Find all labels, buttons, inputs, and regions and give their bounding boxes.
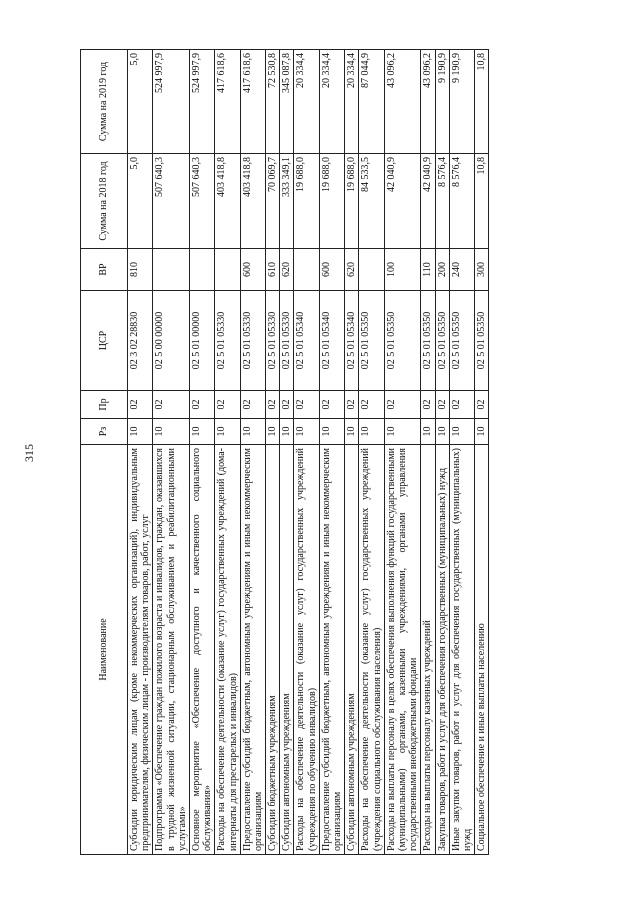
table-header-row xyxy=(81,50,128,855)
header-vr: ВР xyxy=(81,249,128,291)
table-row xyxy=(449,50,474,855)
cell-csr: 02 5 01 05330 xyxy=(240,291,265,391)
table-row xyxy=(153,50,190,855)
cell-sum-2019: 417 618,6 xyxy=(240,50,265,154)
cell-csr: 02 5 01 05350 xyxy=(359,291,384,391)
cell-rz: 10 xyxy=(189,419,214,445)
cell-rz: 10 xyxy=(475,419,489,445)
cell-csr: 02 5 01 05350 xyxy=(435,291,449,391)
cell-sum-2018: 84 533,5 xyxy=(359,154,384,249)
cell-sum-2018: 333 349,1 xyxy=(280,154,294,249)
cell-csr: 02 5 01 05350 xyxy=(384,291,421,391)
cell-sum-2018: 19 688,0 xyxy=(319,154,344,249)
cell-sum-2018: 19 688,0 xyxy=(345,154,359,249)
table-row xyxy=(189,50,214,855)
cell-rz: 10 xyxy=(359,419,384,445)
table-row xyxy=(266,50,280,855)
cell-pr: 02 xyxy=(384,391,421,419)
cell-name: Субсидии автономным учреждениям xyxy=(280,445,294,855)
cell-sum-2019: 524 997,9 xyxy=(189,50,214,154)
cell-csr: 02 5 01 05340 xyxy=(345,291,359,391)
cell-rz: 10 xyxy=(240,419,265,445)
cell-name: Предоставление субсидий бюджетным, автономным учреждениям и иным некоммерческим организациям xyxy=(240,445,265,855)
cell-sum-2018: 42 040,9 xyxy=(421,154,435,249)
cell-csr: 02 5 01 05340 xyxy=(319,291,344,391)
cell-vr xyxy=(294,249,319,291)
cell-name: Расходы на выплаты персоналу в целях обеспечения выполнения функций государственными (муниципальными) органами, казенными учреждениями, органами управления государственными внебюджетными фондами xyxy=(384,445,421,855)
header-csr: ЦСР xyxy=(81,291,128,391)
cell-csr: 02 5 01 00000 xyxy=(189,291,214,391)
cell-csr: 02 3 02 28830 xyxy=(128,291,153,391)
budget-table xyxy=(80,49,489,855)
table-row xyxy=(384,50,421,855)
cell-rz: 10 xyxy=(319,419,344,445)
cell-sum-2019: 9 190,9 xyxy=(435,50,449,154)
cell-sum-2018: 8 576,4 xyxy=(435,154,449,249)
cell-vr: 100 xyxy=(384,249,421,291)
cell-name: Иные закупки товаров, работ и услуг для обеспечения государственных (муниципальных) нужд xyxy=(449,445,474,855)
cell-name: Расходы на обеспечение деятельности (оказание услуг) государственных учреждений (учреждения по обучению инвалидов) xyxy=(294,445,319,855)
cell-pr: 02 xyxy=(449,391,474,419)
cell-pr: 02 xyxy=(240,391,265,419)
header-rz: Рз xyxy=(81,419,128,445)
cell-sum-2018: 8 576,4 xyxy=(449,154,474,249)
cell-vr: 110 xyxy=(421,249,435,291)
cell-pr: 02 xyxy=(128,391,153,419)
cell-pr: 02 xyxy=(435,391,449,419)
cell-rz: 10 xyxy=(280,419,294,445)
cell-sum-2018: 70 069,7 xyxy=(266,154,280,249)
table-row xyxy=(280,50,294,855)
cell-csr: 02 5 00 00000 xyxy=(153,291,190,391)
cell-csr: 02 5 01 05330 xyxy=(280,291,294,391)
cell-pr: 02 xyxy=(475,391,489,419)
cell-name: Субсидии бюджетным учреждениям xyxy=(266,445,280,855)
cell-sum-2018: 10,8 xyxy=(475,154,489,249)
table-row xyxy=(240,50,265,855)
cell-vr: 610 xyxy=(266,249,280,291)
cell-sum-2018: 403 418,8 xyxy=(240,154,265,249)
cell-pr: 02 xyxy=(189,391,214,419)
cell-rz: 10 xyxy=(294,419,319,445)
cell-sum-2019: 5,0 xyxy=(128,50,153,154)
cell-pr: 02 xyxy=(319,391,344,419)
cell-csr: 02 5 01 05330 xyxy=(266,291,280,391)
table-row xyxy=(345,50,359,855)
cell-sum-2019: 20 334,4 xyxy=(319,50,344,154)
header-pr: Пр xyxy=(81,391,128,419)
cell-sum-2019: 345 087,8 xyxy=(280,50,294,154)
cell-rz: 10 xyxy=(153,419,190,445)
cell-name: Основное мероприятие «Обеспечение доступного и качественного социального обслуживания» xyxy=(189,445,214,855)
cell-rz: 10 xyxy=(384,419,421,445)
cell-sum-2019: 72 530,8 xyxy=(266,50,280,154)
cell-name: Подпрограмма «Обеспечение граждан пожилого возраста и инвалидов, граждан, оказавшихся в трудной жизненной ситуации, стационарным обслуживанием и реабилитационными услугами» xyxy=(153,445,190,855)
cell-sum-2019: 9 190,9 xyxy=(449,50,474,154)
cell-vr: 200 xyxy=(435,249,449,291)
table-row xyxy=(294,50,319,855)
cell-name: Предоставление субсидий бюджетным, автономным учреждениям и иным некоммерческим организациям xyxy=(319,445,344,855)
cell-csr: 02 5 01 05340 xyxy=(294,291,319,391)
page-number: 315 xyxy=(22,444,36,462)
cell-sum-2018: 507 640,3 xyxy=(153,154,190,249)
cell-sum-2018: 19 688,0 xyxy=(294,154,319,249)
cell-sum-2019: 20 334,4 xyxy=(345,50,359,154)
cell-csr: 02 5 01 05350 xyxy=(475,291,489,391)
table-row xyxy=(475,50,489,855)
cell-csr: 02 5 01 05350 xyxy=(421,291,435,391)
cell-name: Субсидии юридическим лицам (кроме некоммерческих организаций), индивидуальным предпринимателям, физическим лицам - производителям товаров, работ, услуг xyxy=(128,445,153,855)
cell-vr: 300 xyxy=(475,249,489,291)
cell-sum-2019: 10,8 xyxy=(475,50,489,154)
cell-vr: 620 xyxy=(345,249,359,291)
cell-vr xyxy=(189,249,214,291)
cell-sum-2018: 507 640,3 xyxy=(189,154,214,249)
cell-pr: 02 xyxy=(215,391,240,419)
cell-vr: 620 xyxy=(280,249,294,291)
cell-vr xyxy=(359,249,384,291)
header-sum-2018: Сумма на 2018 год xyxy=(81,154,128,249)
cell-vr: 810 xyxy=(128,249,153,291)
cell-sum-2018: 403 418,8 xyxy=(215,154,240,249)
cell-sum-2019: 417 618,6 xyxy=(215,50,240,154)
cell-rz: 10 xyxy=(266,419,280,445)
cell-name: Социальное обеспечение и иные выплаты населению xyxy=(475,445,489,855)
cell-rz: 10 xyxy=(345,419,359,445)
cell-pr: 02 xyxy=(280,391,294,419)
cell-rz: 10 xyxy=(421,419,435,445)
table-row xyxy=(359,50,384,855)
cell-name: Расходы на выплаты персоналу казенных учреждений xyxy=(421,445,435,855)
cell-pr: 02 xyxy=(266,391,280,419)
cell-vr: 240 xyxy=(449,249,474,291)
cell-vr xyxy=(215,249,240,291)
header-sum-2019: Сумма на 2019 год xyxy=(81,50,128,154)
cell-pr: 02 xyxy=(345,391,359,419)
header-name: Наименование xyxy=(81,445,128,855)
cell-vr: 600 xyxy=(240,249,265,291)
table-row xyxy=(435,50,449,855)
table-row xyxy=(421,50,435,855)
cell-sum-2019: 87 044,9 xyxy=(359,50,384,154)
cell-name: Субсидии автономным учреждениям xyxy=(345,445,359,855)
table-row xyxy=(128,50,153,855)
table-row xyxy=(215,50,240,855)
cell-vr xyxy=(153,249,190,291)
cell-pr: 02 xyxy=(294,391,319,419)
cell-pr: 02 xyxy=(153,391,190,419)
cell-sum-2019: 43 096,2 xyxy=(421,50,435,154)
cell-sum-2019: 524 997,9 xyxy=(153,50,190,154)
cell-pr: 02 xyxy=(359,391,384,419)
table-row xyxy=(319,50,344,855)
cell-csr: 02 5 01 05350 xyxy=(449,291,474,391)
rotated-table-sheet xyxy=(80,50,615,855)
cell-sum-2018: 42 040,9 xyxy=(384,154,421,249)
cell-sum-2019: 20 334,4 xyxy=(294,50,319,154)
cell-name: Расходы на обеспечение деятельности (оказание услуг) государственных учреждений (дома-интернаты для престарелых и инвалидов) xyxy=(215,445,240,855)
cell-name: Расходы на обеспечение деятельности (оказание услуг) государственных учреждений (учреждения социального обслуживания населения) xyxy=(359,445,384,855)
cell-rz: 10 xyxy=(435,419,449,445)
cell-rz: 10 xyxy=(215,419,240,445)
cell-rz: 10 xyxy=(128,419,153,445)
cell-vr: 600 xyxy=(319,249,344,291)
cell-csr: 02 5 01 05330 xyxy=(215,291,240,391)
cell-name: Закупка товаров, работ и услуг для обеспечения государственных (муниципальных) нужд xyxy=(435,445,449,855)
cell-rz: 10 xyxy=(449,419,474,445)
cell-sum-2019: 43 096,2 xyxy=(384,50,421,154)
cell-pr: 02 xyxy=(421,391,435,419)
cell-sum-2018: 5,0 xyxy=(128,154,153,249)
